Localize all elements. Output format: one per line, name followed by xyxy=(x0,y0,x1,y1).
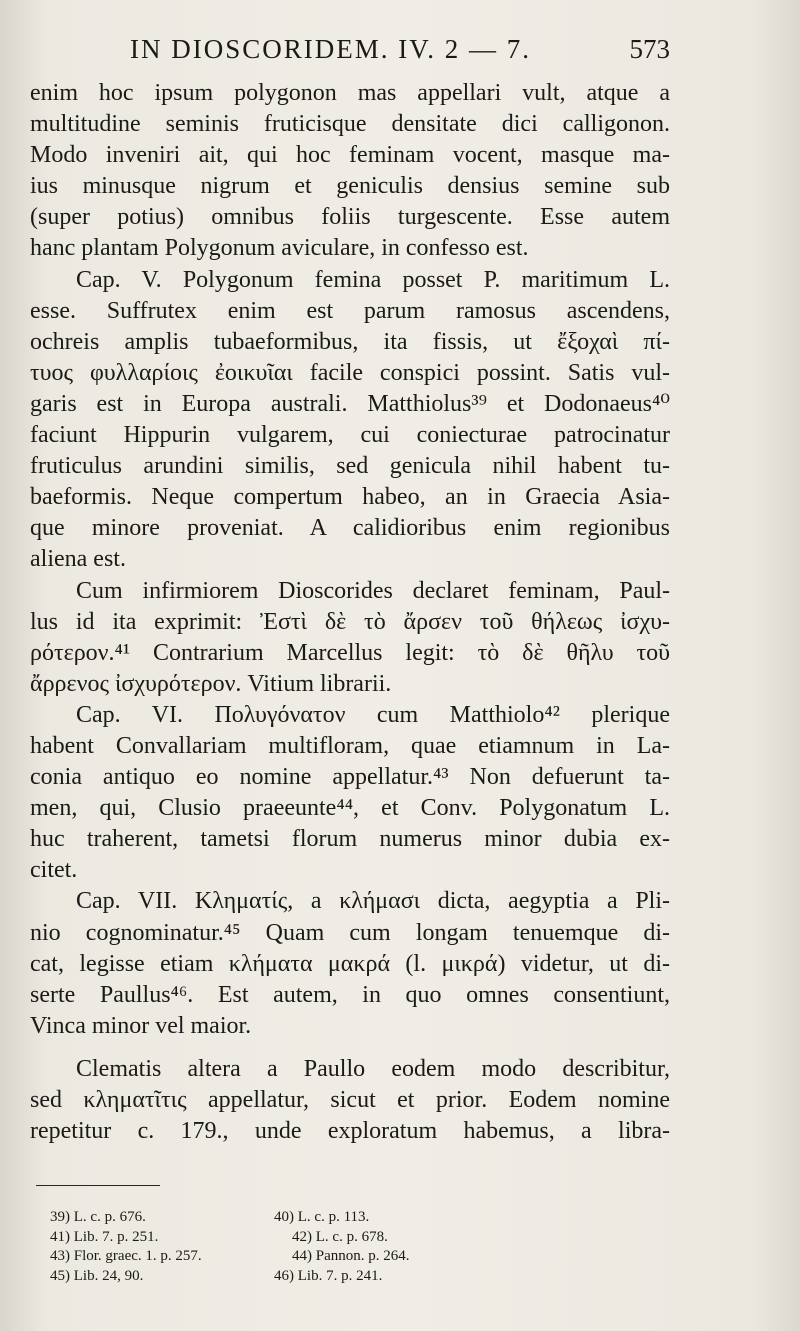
footnote: 42) L. c. p. 678. xyxy=(292,1228,388,1245)
running-title: IN DIOSCORIDEM. IV. 2 — 7. xyxy=(130,34,532,64)
footnote: 44) Pannon. p. 264. xyxy=(292,1248,410,1264)
text-line: esse. Suffrutex enim est parum ramosus ascendens, xyxy=(30,297,670,324)
footnote: 45) Lib. 24, 90. xyxy=(50,1267,144,1284)
main-text xyxy=(30,78,670,1147)
text-line: garis est in Europa australi. Matthiolus³⁹ et Dodonaeus⁴⁰ xyxy=(30,390,670,417)
text-line: Cap. VI. Πολυγόνατον cum Matthiolo⁴² plerique xyxy=(76,701,670,728)
text-line: que minore proveniat. A calidioribus enim regionibus xyxy=(30,515,670,542)
text-line: sed κληματῖτις appellatur, sicut et prior. Eodem nomine xyxy=(30,1087,670,1113)
text-line: (super potius) omnibus foliis turgescente. Esse autem xyxy=(30,204,670,231)
text-line: citet. xyxy=(30,857,78,884)
footnote: 39) L. c. p. 676. xyxy=(50,1209,146,1225)
text-line: Vinca minor vel maior. xyxy=(30,1012,252,1039)
text-line: habent Convallariam multifloram, quae etiamnum in La- xyxy=(30,732,670,759)
footnote-row xyxy=(50,1208,570,1228)
text-line: lus id ita exprimit: Ἐστὶ δὲ τὸ ἄρσεν τοῦ θήλεως ἰσχυ- xyxy=(30,608,670,635)
text-line: cat, legisse etiam κλήματα μακρά (l. μικρά) videtur, ut di- xyxy=(30,950,670,977)
text-line: ochreis amplis tubaeformibus, ita fissis, ut ἔξοχαὶ πί- xyxy=(30,328,670,355)
page-number: 573 xyxy=(629,34,670,64)
text-line: fruticulus arundini similis, sed genicula nihil habent tu- xyxy=(30,453,670,480)
text-line: ius minusque nigrum et geniculis densius semine sub xyxy=(30,173,670,200)
footnote-row xyxy=(50,1267,570,1287)
running-header xyxy=(130,34,670,74)
text-line: Modo inveniri ait, qui hoc feminam vocent, masque ma- xyxy=(30,142,670,169)
text-line: ἄρρενος ἰσχυρότερον. Vitium librarii. xyxy=(30,670,392,697)
footnote-row xyxy=(50,1228,570,1248)
text-line: men, qui, Clusio praeeunte⁴⁴, et Conv. Polygonatum L. xyxy=(30,795,670,822)
text-line: enim hoc ipsum polygonon mas appellari vult, atque a xyxy=(30,80,670,106)
footnote: 41) Lib. 7. p. 251. xyxy=(50,1228,159,1245)
text-line: repetitur c. 179., unde exploratum habemus, a libra- xyxy=(30,1118,670,1145)
text-line: faciunt Hippurin vulgarem, cui coniecturae patrocinatur xyxy=(30,422,670,449)
text-line: τυος φυλλαρίοις ἐοικυῖαι facile conspici possint. Satis vul- xyxy=(30,359,670,386)
text-line: Cap. VII. Κληματίς, a κλήμασι dicta, aegyptia a Pli- xyxy=(76,888,670,915)
footnote: 40) L. c. p. 113. xyxy=(274,1209,370,1225)
text-line: conia antiquo eo nomine appellatur.⁴³ Non defuerunt ta- xyxy=(30,764,670,791)
text-line: Clematis altera a Paullo eodem modo describitur, xyxy=(76,1055,670,1082)
text-line: Cum infirmiorem Dioscorides declaret feminam, Paul- xyxy=(76,577,670,604)
text-line: ρότερον.⁴¹ Contrarium Marcellus legit: τὸ δὲ θῆλυ τοῦ xyxy=(30,639,670,666)
text-line: multitudine seminis fruticisque densitate dici calligonon. xyxy=(30,111,670,138)
text-line: serte Paullus⁴⁶. Est autem, in quo omnes consentiunt, xyxy=(30,981,670,1008)
footnotes xyxy=(50,1208,570,1286)
footnote-row xyxy=(50,1247,570,1267)
text-line: nio cognominatur.⁴⁵ Quam cum longam tenuemque di- xyxy=(30,919,670,946)
footnote: 43) Flor. graec. 1. p. 257. xyxy=(50,1248,202,1264)
text-line: baeformis. Neque compertum habeo, an in Graecia Asia- xyxy=(30,484,670,511)
text-line: hanc plantam Polygonum aviculare, in confesso est. xyxy=(30,235,529,262)
text-line: aliena est. xyxy=(30,546,126,573)
footnote-rule xyxy=(36,1185,160,1186)
footnote: 46) Lib. 7. p. 241. xyxy=(274,1267,383,1284)
text-line: huc traherent, tametsi florum numerus minor dubia ex- xyxy=(30,826,670,853)
text-line: Cap. V. Polygonum femina posset P. maritimum L. xyxy=(76,266,670,293)
